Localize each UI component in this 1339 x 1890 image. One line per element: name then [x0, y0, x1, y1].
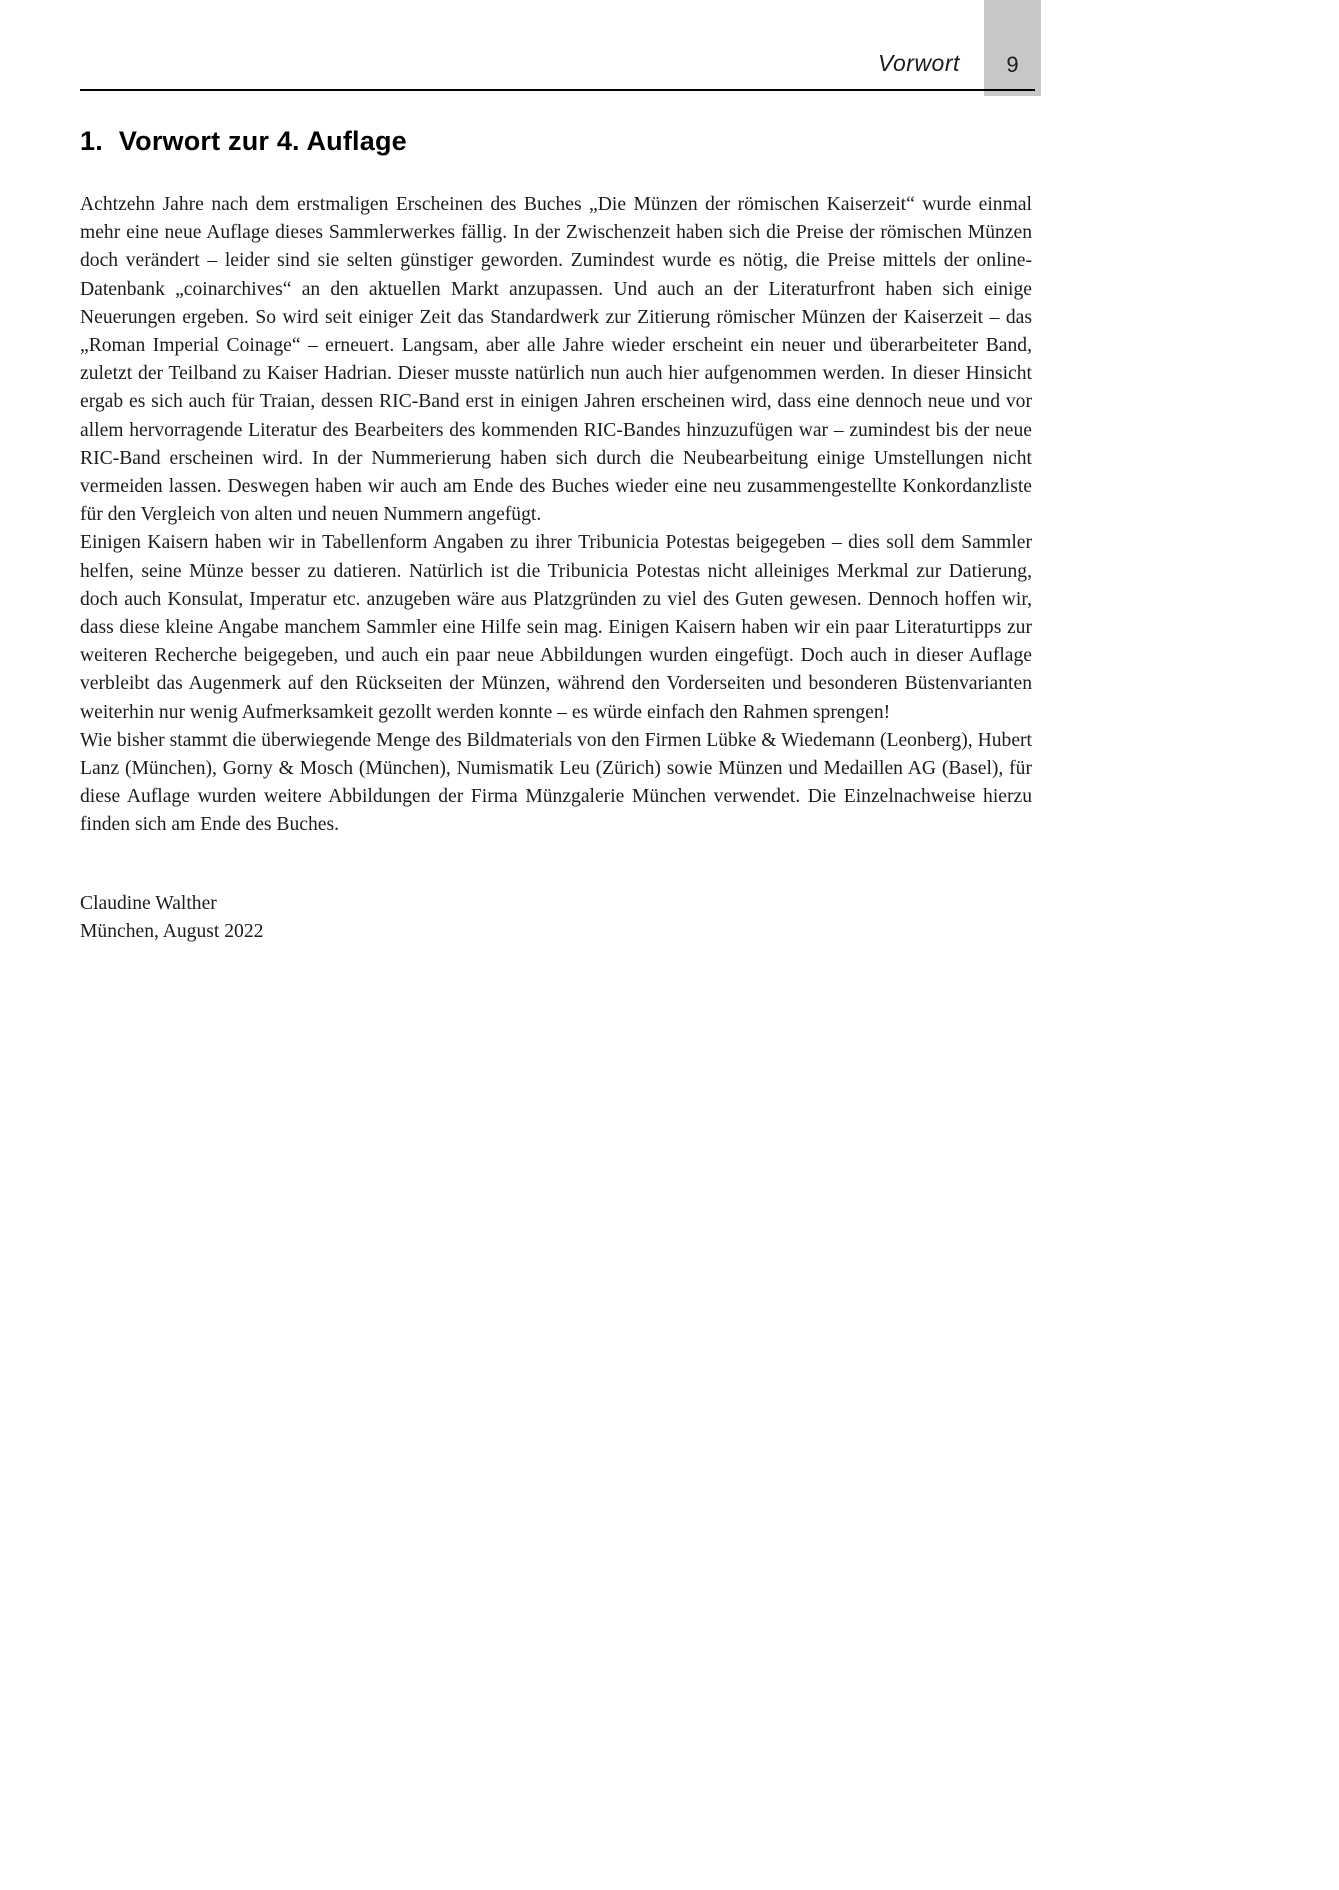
- page-number: 9: [1006, 52, 1019, 77]
- body-text: [80, 191, 1032, 946]
- signature-block: [80, 890, 1032, 946]
- paragraph: Einigen Kaisern haben wir in Tabellenform Angaben zu ihrer Tribunicia Potestas beigegeben – dies soll dem Sammler helfen, seine Münze besser zu datieren. Natürlich ist die Tribunicia Potestas nicht alleiniges Merkmal zur Datierung, doch auch Konsulat, Imperatur etc. anzugeben wäre aus Platzgründen zu viel des Guten gewesen. Dennoch hoffen wir, dass diese kleine Angabe manchem Sammler eine Hilfe sein mag. Einigen Kaisern haben wir ein paar Literaturtipps zur weiteren Recherche beigegeben, und auch ein paar neue Abbildungen wurden eingefügt. Doch auch in dieser Auflage verbleibt das Augenmerk auf den Rückseiten der Münzen, während den Vorderseiten und besonderen Büstenvarianten weiterhin nur wenig Aufmerksamkeit gezollt werden konnte – es würde einfach den Rahmen sprengen!: [80, 532, 1032, 723]
- chapter-heading-number: 1.: [80, 126, 103, 156]
- paragraph: Achtzehn Jahre nach dem erstmaligen Erscheinen des Buches „Die Münzen der römischen Kaiserzeit“ wurde einmal mehr eine neue Auflage dieses Sammlerwerkes fällig. In der Zwischenzeit haben sich die Preise der römischen Münzen doch verändert – leider sind sie selten günstiger geworden. Zumindest wurde es nötig, die Preise mittels der online-Datenbank „coinarchives“ an den aktuellen Markt anzupassen. Und auch an der Literaturfront haben sich einige Neuerungen ergeben. So wird seit einiger Zeit das Standardwerk zur Zitierung römischer Münzen der Kaiserzeit – das „Roman Imperial Coinage“ – erneuert. Langsam, aber alle Jahre wieder erscheint ein neuer und überarbeiteter Band, zuletzt der Teilband zu Kaiser Hadrian. Dieser musste natürlich nun auch hier aufgenommen werden. In dieser Hinsicht ergab es sich auch für Traian, dessen RIC-Band erst in einigen Jahren erscheinen wird, dass eine dennoch neue und vor allem hervorragende Literatur des Bearbeiters des kommenden RIC-Bandes hinzuzufügen war – zumindest bis der neue RIC-Band erscheinen wird. In der Nummerierung haben sich durch die Neubearbeitung einige Umstellungen nicht vermeiden lassen. Deswegen haben wir auch am Ende des Buches wieder eine neu zusammengestellte Konkordanzliste für den Vergleich von alten und neuen Nummern angefügt.: [80, 194, 1032, 526]
- paragraph: Wie bisher stammt die überwiegende Menge des Bildmaterials von den Firmen Lübke & Wiedemann (Leonberg), Hubert Lanz (München), Gorny & Mosch (München), Numismatik Leu (Zürich) sowie Münzen und Medaillen AG (Basel), für diese Auflage wurden weitere Abbildungen der Firma Münzgalerie München verwendet. Die Einzelnachweise hierzu finden sich am Ende des Buches.: [80, 729, 1032, 836]
- chapter-heading-title: Vorwort zur 4. Auflage: [118, 126, 407, 156]
- signature-name: Claudine Walther: [80, 892, 217, 914]
- chapter-heading: [80, 126, 407, 157]
- header-rule: [80, 89, 1035, 91]
- signature-place-date: München, August 2022: [80, 920, 264, 942]
- page-number-tab: [984, 0, 1041, 96]
- running-header-title: Vorwort: [878, 50, 960, 76]
